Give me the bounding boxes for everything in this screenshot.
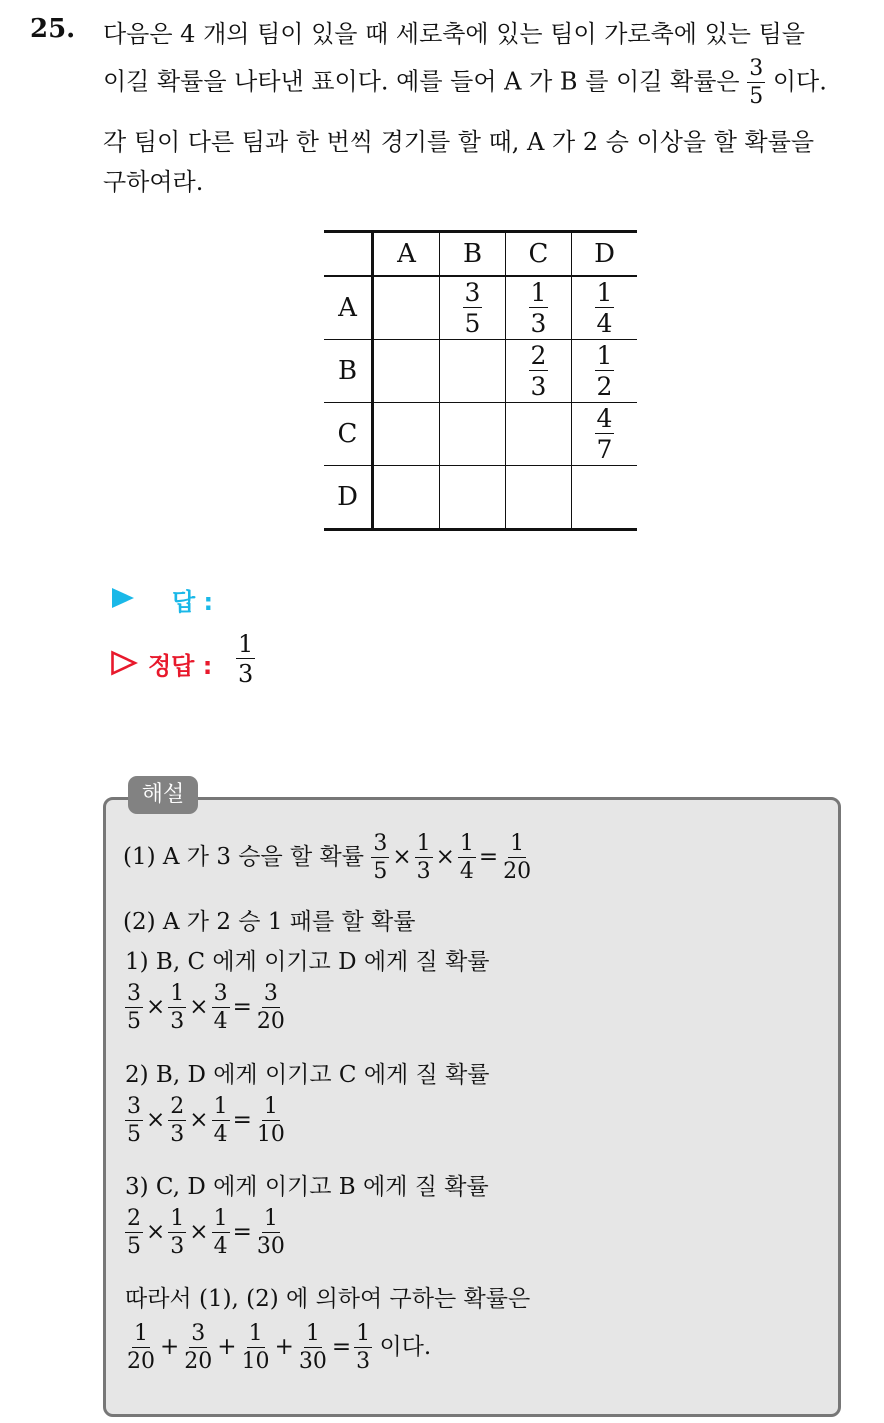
cell-c-b	[440, 403, 506, 466]
example-fraction	[747, 58, 765, 108]
solution-conclusion: 따라서 (1), (2) 에 의하여 구하는 확률은	[125, 1286, 531, 1312]
cell-b-d: $\frac{1}{2}$	[572, 340, 638, 403]
fraction-denominator: 5	[749, 84, 764, 109]
cell-a-b: $\frac{3}{5}$	[440, 276, 506, 340]
cell-b-a	[373, 340, 440, 403]
case-1-equation: $\frac{3}{5}$ × $\frac{1}{3}$ × $\frac{3}{4}$ = $\frac{3}{20}$	[127, 981, 285, 1034]
case-1-text: 1) B, C 에게 이기고 D 에게 질 확률	[125, 949, 490, 975]
row-header-b: B	[324, 340, 373, 403]
probability-table	[324, 230, 637, 531]
row-header-d: D	[324, 466, 373, 530]
step-1-text: (1) A 가 3 승을 할 확률	[123, 844, 364, 870]
case-3-text: 3) C, D 에게 이기고 B 에게 질 확률	[125, 1174, 489, 1200]
answer-label: 답 :	[172, 588, 214, 616]
table-header-row	[324, 232, 637, 277]
solution-step-1: (1) A 가 3 승을 할 확률 $\frac{3}{5}$ × $\frac{1}{3}$ × $\frac{1}{4}$ = $\frac{1}{20}$	[123, 831, 532, 884]
problem-line-4: 구하여라.	[103, 168, 204, 196]
table-row	[324, 276, 637, 340]
row-header-a: A	[324, 276, 373, 340]
col-header-d: D	[572, 232, 638, 277]
table-row	[324, 466, 637, 530]
col-header-c: C	[506, 232, 572, 277]
cell-d-b	[440, 466, 506, 530]
cell-c-a	[373, 403, 440, 466]
correct-answer-label: 정답 :	[148, 652, 213, 680]
col-header-b: B	[440, 232, 506, 277]
cell-d-c	[506, 466, 572, 530]
problem-line-2-text: 이길 확률을 나타낸 표이다. 예를 들어 A 가 B 를 이길 확률은	[103, 67, 740, 96]
correct-answer-value: $\frac{1}{3}$	[238, 630, 254, 688]
table-corner-cell	[324, 232, 373, 277]
problem-line-2-end: 이다.	[772, 67, 827, 96]
cell-a-c: $\frac{1}{3}$	[506, 276, 572, 340]
cell-d-a	[373, 466, 440, 530]
col-header-a: A	[373, 232, 440, 277]
final-sum-equation: $\frac{1}{20}$ + $\frac{3}{20}$ + $\frac{1}{10}$ + $\frac{1}{30}$ = $\frac{1}{3}$ 이다.	[127, 1321, 432, 1374]
answer-input[interactable]	[230, 586, 380, 612]
case-2-equation: $\frac{3}{5}$ × $\frac{2}{3}$ × $\frac{1}{4}$ = $\frac{1}{10}$	[127, 1094, 285, 1147]
case-3-equation: $\frac{2}{5}$ × $\frac{1}{3}$ × $\frac{1}{4}$ = $\frac{1}{30}$	[127, 1206, 285, 1259]
table-row	[324, 403, 637, 466]
solution-tab: 해설	[128, 776, 198, 814]
cell-c-d: $\frac{4}{7}$	[572, 403, 638, 466]
cell-b-b	[440, 340, 506, 403]
problem-line-2	[103, 58, 827, 108]
problem-line-3: 각 팀이 다른 팀과 한 번씩 경기를 할 때, A 가 2 승 이상을 할 확률을	[103, 128, 815, 156]
cell-b-c: $\frac{2}{3}$	[506, 340, 572, 403]
filled-triangle-icon	[110, 586, 136, 610]
fraction-numerator: 3	[749, 56, 764, 81]
cell-a-d: $\frac{1}{4}$	[572, 276, 638, 340]
cell-a-a	[373, 276, 440, 340]
outline-triangle-icon	[110, 650, 138, 676]
table-row	[324, 340, 637, 403]
problem-number: 25.	[30, 14, 76, 44]
final-sum-end: 이다.	[379, 1334, 432, 1360]
cell-c-c	[506, 403, 572, 466]
case-2-text: 2) B, D 에게 이기고 C 에게 질 확률	[125, 1062, 490, 1088]
problem-line-1: 다음은 4 개의 팀이 있을 때 세로축에 있는 팀이 가로축에 있는 팀을	[103, 20, 805, 48]
cell-d-d	[572, 466, 638, 530]
solution-step-2: (2) A 가 2 승 1 패를 할 확률	[123, 909, 416, 935]
row-header-c: C	[324, 403, 373, 466]
